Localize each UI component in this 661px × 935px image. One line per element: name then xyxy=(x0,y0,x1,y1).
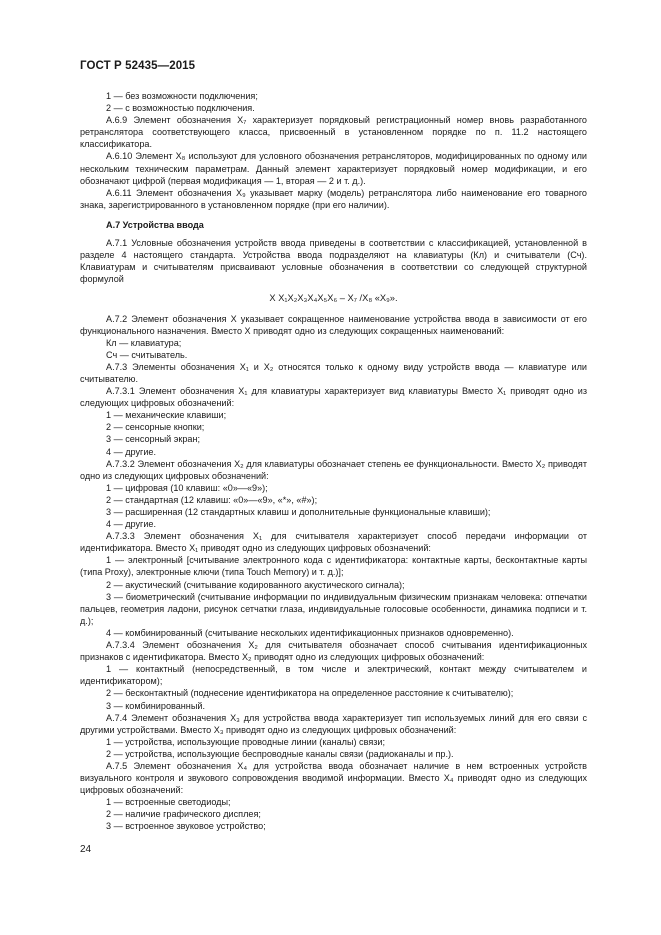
document-body xyxy=(80,90,587,833)
list-item: 2 — сенсорные кнопки; xyxy=(106,422,205,433)
paragraph: А.7.3.2 Элемент обозначения X₂ для клавиатуры обозначает степень ее функциональности. Вместо X₂ приводят одно из следующих цифровых обозначений: xyxy=(80,458,587,481)
paragraph: А.7.3.3 Элемент обозначения X₁ для считывателя характеризует способ передачи информации от идентификатора. Вместо X₁ приводят одно из следующих цифровых обозначений: xyxy=(80,531,587,554)
paragraph: А.6.10 Элемент X₈ используют для условного обозначения ретрансляторов, модифицированных по одному или нескольким техническим параметрам. Данный элемент характеризует порядковый номер модификации, и его обозначают цифрой (первая модификация — 1, вторая — 2 и т. д.). xyxy=(80,151,587,186)
section-heading: А.7 Устройства ввода xyxy=(106,219,204,230)
list-item: 3 — расширенная (12 стандартных клавиш и дополнительные функциональные клавиши); xyxy=(106,507,491,517)
paragraph: А.6.9 Элемент обозначения X₇ характеризует порядковый регистрационный номер вновь разработанного ретранслятора соответствующего класса, присвоенный в установленном порядке по п. 11.2 настоящего классификатора. xyxy=(80,115,587,150)
list-item: 1 — устройства, использующие проводные линии (каналы) связи; xyxy=(106,736,386,747)
paragraph: А.7.3.1 Элемент обозначения X₁ для клавиатуры характеризует вид клавиатуры Вместо X₁ приводят одно из следующих цифровых обозначений: xyxy=(80,386,587,409)
paragraph: А.7.5 Элемент обозначения X₄ для устройства ввода обозначает наличие в нем встроенных устройств визуального контроля и звукового сопровождения вводимой информации. Вместо X₄ приводят одно из следующих цифровых обозначений: xyxy=(80,760,587,796)
list-item: 1 — механические клавиши; xyxy=(106,410,227,421)
list-item: 2 — с возможностью подключения. xyxy=(106,103,255,114)
list-item: 2 — бесконтактный (поднесение идентификатора на определенное расстояние к считывателю); xyxy=(106,688,514,699)
list-item: 1 — электронный [считывание электронного кода с идентификатора: контактные карты, бесконтактные карты (типа Proxy), электронные ключи (типа Touch Memory) и т. д.)]; xyxy=(80,555,587,578)
list-item: 2 — устройства, использующие беспроводные каналы связи (радиоканалы и пр.). xyxy=(106,748,454,759)
page-header-standard-number: ГОСТ Р 52435—2015 xyxy=(80,60,196,72)
list-item: 4 — другие. xyxy=(106,519,156,530)
list-item: 4 — комбинированный (считывание нескольких идентификационных признаков одновременно). xyxy=(106,627,514,638)
list-item: 3 — сенсорный экран; xyxy=(106,434,201,445)
paragraph: А.7.3 Элементы обозначения X₁ и X₂ относятся только к одному виду устройств ввода — клавиатуре или считывателю. xyxy=(80,361,587,384)
list-item: 1 — цифровая (10 клавиш: «0»—«9»); xyxy=(106,482,268,493)
paragraph: А.6.11 Элемент обозначения X₉ указывает марку (модель) ретранслятора либо наименование его товарного знака, зарегистрированного в установленном порядке (при его наличии). xyxy=(80,187,587,210)
list-item: 2 — акустический (считывание кодированного акустического сигнала); xyxy=(106,579,405,590)
list-item: 2 — стандартная (12 клавиш: «0»—«9», «*», «#»); xyxy=(106,494,318,505)
list-item: Кл — клавиатура; xyxy=(106,337,182,348)
list-item: 1 — без возможности подключения; xyxy=(106,91,258,101)
list-item: 2 — наличие графического дисплея; xyxy=(106,809,261,820)
paragraph: А.7.4 Элемент обозначения X₃ для устройства ввода характеризует тип используемых линий для его связи с другими устройствами. Вместо X₃ приводят одно из следующих цифровых обозначений: xyxy=(80,712,587,735)
list-item: 4 — другие. xyxy=(106,446,156,457)
list-item: 3 — комбинированный. xyxy=(106,700,205,711)
list-item: 3 — встроенное звуковое устройство; xyxy=(106,821,266,832)
page-number: 24 xyxy=(80,844,92,855)
list-item: 1 — контактный (непосредственный, в том числе и электрический, контакт между считывателем и идентификатором); xyxy=(80,664,587,687)
paragraph: А.7.2 Элемент обозначения X указывает сокращенное наименование устройства ввода в зависимости от его функционального назначения. Вместо X приводят одно из следующих сокращенных наименований: xyxy=(80,313,587,336)
list-item: 1 — встроенные светодиоды; xyxy=(106,797,231,808)
structural-formula: X X₁X₂X₃X₄X₅X₆ – X₇ /X₈ «X₉». xyxy=(269,293,398,304)
paragraph: А.7.3.4 Элемент обозначения X₂ для считывателя обозначает способ считывания идентификационных признаков с идентификатора. Вместо X₂ приводят одно из следующих цифровых обозначений: xyxy=(80,640,587,663)
list-item: 3 — биометрический (считывание информации по индивидуальным физическим признакам человека: отпечатки пальцев, геометрия ладони, рисунок сетчатки глаза, индивидуальные голосовые особенности, динамика подписи и т. д.); xyxy=(80,591,587,626)
list-item: Сч — считыватель. xyxy=(106,349,188,360)
paragraph: А.7.1 Условные обозначения устройств ввода приведены в соответствии с классификацией, установленной в разделе 4 настоящего стандарта. Устройства ввода подразделяют на клавиатуры (Кл) и считыватели (Сч). Клавиатурам и считывателям присваивают условные обозначения в соответствии со следующей структурной формулой xyxy=(80,238,587,285)
